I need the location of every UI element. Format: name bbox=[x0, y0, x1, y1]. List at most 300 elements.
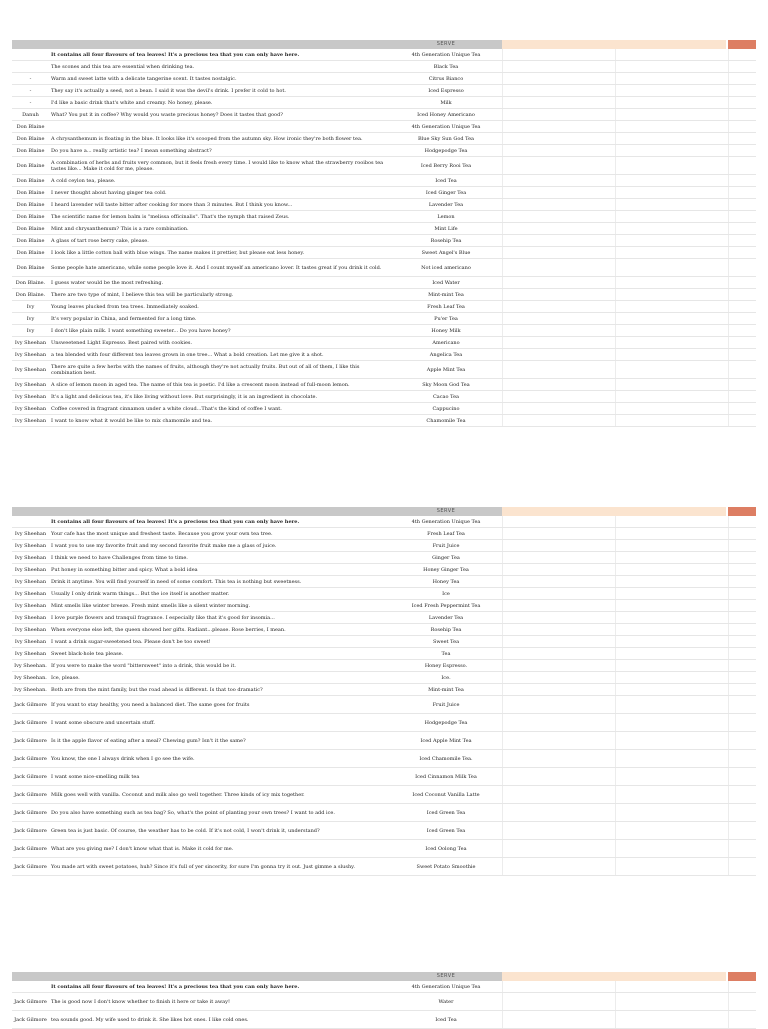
empty-cell bbox=[615, 145, 728, 156]
customer-quote: a tea blended with four different tea leaves grown in one tree... What a bold creation. Let me give it a shot. bbox=[51, 351, 324, 358]
table-row bbox=[12, 672, 756, 684]
drink-name: Honey Milk bbox=[431, 327, 461, 334]
customer-quote: I want a drink sugar-sweetened tea. Please don't be too sweet! bbox=[51, 638, 211, 645]
empty-cell bbox=[728, 660, 759, 671]
customer-name: Jack Gilmore bbox=[14, 737, 47, 744]
empty-cell bbox=[502, 121, 615, 132]
empty-cell bbox=[728, 121, 759, 132]
table-row bbox=[12, 624, 756, 636]
drink-name: Water bbox=[438, 998, 454, 1005]
empty-cell bbox=[615, 379, 728, 390]
table-row bbox=[12, 349, 756, 361]
empty-cell bbox=[615, 415, 728, 426]
empty-cell bbox=[728, 993, 759, 1010]
table-row bbox=[12, 235, 756, 247]
empty-cell bbox=[615, 516, 728, 527]
customer-quote: What? You put it in coffee? Why would you waste precious honey? Does it tastes that good? bbox=[51, 111, 283, 118]
empty-cell bbox=[502, 786, 615, 803]
empty-cell bbox=[615, 981, 728, 992]
drink-name: Blue Sky Sun God Tea bbox=[417, 135, 475, 142]
customer-quote: Ice, please. bbox=[51, 674, 80, 681]
table-row bbox=[12, 552, 756, 564]
empty-cell bbox=[615, 528, 728, 539]
empty-cell bbox=[502, 552, 615, 563]
customer-name: Ivy Sheehan. bbox=[14, 662, 47, 669]
empty-cell bbox=[728, 768, 759, 785]
customer-name: Ivy Sheehan bbox=[14, 381, 47, 388]
empty-cell bbox=[728, 600, 759, 611]
empty-cell bbox=[502, 588, 615, 599]
table-row bbox=[12, 49, 756, 61]
table-row bbox=[12, 786, 756, 804]
empty-cell bbox=[728, 223, 759, 234]
customer-name: Ivy Sheehan bbox=[14, 393, 47, 400]
drink-name: Cappucino bbox=[432, 405, 460, 412]
empty-cell bbox=[615, 73, 728, 84]
drink-name: Honey Espresso. bbox=[424, 662, 468, 669]
empty-cell bbox=[502, 97, 615, 108]
empty-cell bbox=[615, 588, 728, 599]
customer-quote: Some people hate americano, while some people love it. And I count myself an americano lover. It tastes great if you drink it cold. bbox=[51, 264, 382, 271]
empty-cell bbox=[615, 540, 728, 551]
customer-name: Jack Gilmore bbox=[14, 1016, 47, 1023]
drink-name: Apple Mint Tea bbox=[426, 366, 466, 373]
empty-cell bbox=[502, 325, 615, 336]
empty-cell bbox=[728, 528, 759, 539]
empty-cell bbox=[615, 49, 728, 60]
drink-name: Iced Coconut Vanilla Latte bbox=[412, 791, 480, 798]
customer-name: Ivy Sheehan bbox=[14, 638, 47, 645]
drink-name: 4th Generation Unique Tea bbox=[411, 51, 481, 58]
empty-cell bbox=[728, 672, 759, 683]
customer-name: Don Blaine bbox=[16, 264, 45, 271]
customer-quote: It's a light and delicious tea, it's like living without love. But surprisingly, it is an ingredient in chocolate. bbox=[51, 393, 318, 400]
table-row bbox=[12, 85, 756, 97]
customer-name: Don Blaine bbox=[16, 123, 45, 130]
drink-name: Sweet Angel's Blue bbox=[421, 249, 471, 256]
customer-name: Ivy Sheehan bbox=[14, 339, 47, 346]
table-row bbox=[12, 109, 756, 121]
empty-cell bbox=[728, 379, 759, 390]
customer-quote: Milk goes well with vanilla. Coconut and milk also go well together. Three kinds of icy mix together. bbox=[51, 791, 305, 798]
drink-name: Black Tea bbox=[433, 63, 459, 70]
customer-quote: You made art with sweet potatoes, huh? Since it's full of yer sincerity, for sure I'm gonna try it out. Just gimme a slushy. bbox=[51, 863, 355, 870]
customer-name: Don Blaine bbox=[16, 225, 45, 232]
empty-cell bbox=[502, 1011, 615, 1028]
table-row bbox=[12, 564, 756, 576]
empty-cell bbox=[502, 301, 615, 312]
empty-cell bbox=[728, 732, 759, 749]
sheet-page bbox=[12, 40, 756, 427]
table-row bbox=[12, 391, 756, 403]
customer-name: Ivy Sheehan bbox=[14, 590, 47, 597]
table-row bbox=[12, 612, 756, 624]
customer-quote: Unsweetened Light Espresso. Best paired with cookies. bbox=[51, 339, 193, 346]
table-row bbox=[12, 337, 756, 349]
empty-cell bbox=[728, 391, 759, 402]
empty-cell bbox=[502, 516, 615, 527]
empty-cell bbox=[502, 612, 615, 623]
serve-column-header: SERVE bbox=[436, 41, 456, 47]
empty-cell bbox=[502, 313, 615, 324]
customer-name: Don Blaine bbox=[16, 201, 45, 208]
empty-cell bbox=[502, 624, 615, 635]
customer-name: Ivy Sheehan bbox=[14, 366, 47, 373]
table-row bbox=[12, 684, 756, 696]
empty-cell bbox=[502, 732, 615, 749]
empty-cell bbox=[615, 187, 728, 198]
empty-cell bbox=[502, 981, 615, 992]
empty-cell bbox=[728, 109, 759, 120]
customer-name: Jack Gilmore bbox=[14, 719, 47, 726]
customer-name: Don Blaine bbox=[16, 177, 45, 184]
empty-cell bbox=[615, 552, 728, 563]
table-row bbox=[12, 277, 756, 289]
table-row bbox=[12, 415, 756, 427]
customer-name: Ivy Sheehan bbox=[14, 578, 47, 585]
empty-cell bbox=[502, 403, 615, 414]
customer-name: Ivy Sheehan bbox=[14, 405, 47, 412]
empty-cell bbox=[728, 403, 759, 414]
empty-cell bbox=[615, 564, 728, 575]
empty-cell bbox=[502, 337, 615, 348]
table-row bbox=[12, 528, 756, 540]
customer-quote: Warm and sweet latte with a delicate tangerine scent. It tastes nostalgic. bbox=[51, 75, 237, 82]
drink-name: Honey Tea bbox=[432, 578, 460, 585]
header-coral-band bbox=[728, 507, 756, 516]
customer-name: Ivy Sheehan bbox=[14, 417, 47, 424]
empty-cell bbox=[615, 822, 728, 839]
table-row bbox=[12, 540, 756, 552]
empty-cell bbox=[615, 247, 728, 258]
empty-cell bbox=[615, 259, 728, 276]
customer-name: Jack Gilmore bbox=[14, 845, 47, 852]
customer-name: Ivy bbox=[26, 327, 35, 334]
drink-name: Mint-mint Tea bbox=[428, 686, 464, 693]
customer-quote: A chrysanthemum is floating in the blue. It looks like it's scooped from the autumn sky. How ironic they're both flower tea. bbox=[51, 135, 363, 142]
drink-name: Ice. bbox=[441, 674, 451, 681]
table-row bbox=[12, 840, 756, 858]
empty-cell bbox=[615, 403, 728, 414]
drink-name: Iced Berry Rooi Tea bbox=[420, 162, 472, 169]
table-row bbox=[12, 981, 756, 993]
empty-cell bbox=[502, 714, 615, 731]
customer-quote: Put honey in something bitter and spicy. What a bold idea bbox=[51, 566, 198, 573]
customer-name: Ivy Sheehan. bbox=[14, 674, 47, 681]
empty-cell bbox=[615, 391, 728, 402]
customer-name: Don Blaine. bbox=[15, 279, 46, 286]
drink-name: Angelica Tea bbox=[429, 351, 463, 358]
customer-name: Ivy bbox=[26, 303, 35, 310]
table-row bbox=[12, 187, 756, 199]
empty-cell bbox=[615, 289, 728, 300]
empty-cell bbox=[502, 858, 615, 875]
empty-cell bbox=[502, 564, 615, 575]
empty-cell bbox=[615, 600, 728, 611]
table-row bbox=[12, 660, 756, 672]
customer-name: Danuh bbox=[22, 111, 39, 118]
table-row bbox=[12, 97, 756, 109]
customer-name: Don Blaine bbox=[16, 213, 45, 220]
empty-cell bbox=[615, 840, 728, 857]
drink-name: Chamomile Tea bbox=[426, 417, 466, 424]
drink-name: Iced Honey Americano bbox=[417, 111, 475, 118]
empty-cell bbox=[728, 981, 759, 992]
drink-name: Fruit Juice bbox=[432, 701, 460, 708]
empty-cell bbox=[502, 600, 615, 611]
drink-name: Mint-mint Tea bbox=[428, 291, 464, 298]
drink-name: Sweet Tea bbox=[432, 638, 460, 645]
header-bar bbox=[12, 40, 756, 49]
drink-name: Iced Ginger Tea bbox=[425, 189, 467, 196]
drink-name: Sky Moon God Tea bbox=[422, 381, 470, 388]
customer-quote: Is it the apple flavor of eating after a meal? Chewing gum? Isn't it the same? bbox=[51, 737, 246, 744]
customer-quote: If you were to make the word "bittersweet" into a drink, this would be it. bbox=[51, 662, 236, 669]
drink-name: 4th Generation Unique Tea bbox=[411, 983, 481, 990]
customer-name: Jack Gilmore bbox=[14, 755, 47, 762]
customer-quote: It contains all four flavours of tea leaves! It's a precious tea that you can only have here. bbox=[51, 51, 300, 58]
drink-name: Not iced americano bbox=[421, 264, 471, 271]
empty-cell bbox=[502, 379, 615, 390]
drink-name: Cacao Tea bbox=[432, 393, 460, 400]
customer-quote: A cold ceylon tea, please. bbox=[51, 177, 116, 184]
customer-name: Ivy Sheehan bbox=[14, 554, 47, 561]
empty-cell bbox=[728, 624, 759, 635]
customer-name: Jack Gilmore bbox=[14, 773, 47, 780]
table-row bbox=[12, 175, 756, 187]
empty-cell bbox=[615, 714, 728, 731]
table-row bbox=[12, 993, 756, 1011]
customer-name: Ivy Sheehan bbox=[14, 626, 47, 633]
empty-cell bbox=[615, 235, 728, 246]
header-peach-band bbox=[502, 40, 726, 49]
customer-name: Don Blaine bbox=[16, 135, 45, 142]
customer-name: Don Blaine bbox=[16, 147, 45, 154]
empty-cell bbox=[615, 61, 728, 72]
table-row bbox=[12, 516, 756, 528]
drink-name: Lemon bbox=[437, 213, 455, 220]
empty-cell bbox=[615, 993, 728, 1010]
customer-quote: If you want to stay healthy, you need a balanced diet. The same goes for fruits bbox=[51, 701, 250, 708]
customer-name: Jack Gilmore bbox=[14, 998, 47, 1005]
empty-cell bbox=[615, 672, 728, 683]
customer-quote: I think we need to have Challenges from time to time. bbox=[51, 554, 188, 561]
customer-quote: A glass of tart rose berry cake, please. bbox=[51, 237, 149, 244]
customer-quote: Green tea is just basic. Of course, the weather has to be cold. If it's not cold, I won't drink it, understand? bbox=[51, 827, 320, 834]
customer-quote: I want to know what it would be like to mix chamomile and tea. bbox=[51, 417, 213, 424]
empty-cell bbox=[728, 804, 759, 821]
empty-cell bbox=[615, 732, 728, 749]
empty-cell bbox=[502, 540, 615, 551]
drink-name: Honey Ginger Tea bbox=[423, 566, 469, 573]
drink-name: Iced Cinnamon Milk Tea bbox=[415, 773, 477, 780]
customer-name: Ivy Sheehan bbox=[14, 542, 47, 549]
customer-name: Don Blaine bbox=[16, 237, 45, 244]
drink-name: Fresh Leaf Tea bbox=[427, 303, 465, 310]
customer-quote: I look like a little cotton ball with blue wings. The name makes it prettier, but please eat less honey. bbox=[51, 249, 305, 256]
empty-cell bbox=[502, 528, 615, 539]
customer-quote: Mint smells like winter breeze. Fresh mint smells like a silent winter morning. bbox=[51, 602, 251, 609]
customer-quote: I heard lavender will taste bitter after cooking for more than 3 minutes. But I think you know... bbox=[51, 201, 293, 208]
empty-cell bbox=[502, 636, 615, 647]
drink-name: Ginger Tea bbox=[432, 554, 460, 561]
customer-name: Jack Gilmore bbox=[14, 827, 47, 834]
empty-cell bbox=[615, 768, 728, 785]
empty-cell bbox=[728, 157, 759, 174]
customer-quote: It contains all four flavours of tea leaves! It's a precious tea that you can only have here. bbox=[51, 983, 300, 990]
empty-cell bbox=[728, 750, 759, 767]
empty-cell bbox=[728, 858, 759, 875]
empty-cell bbox=[728, 145, 759, 156]
drink-name: Iced Apple Mint Tea bbox=[420, 737, 472, 744]
empty-cell bbox=[615, 325, 728, 336]
empty-cell bbox=[502, 73, 615, 84]
customer-quote: I want you to use my favorite fruit and my second favorite fruit make me a glass of juice. bbox=[51, 542, 277, 549]
customer-quote: There are quite a few herbs with the names of fruits, although they're not actually fruits. But out of all of them, I like this combination best. bbox=[51, 363, 360, 376]
empty-cell bbox=[615, 696, 728, 713]
empty-cell bbox=[728, 85, 759, 96]
table-row bbox=[12, 61, 756, 73]
drink-name: 4th Generation Unique Tea bbox=[411, 518, 481, 525]
drink-name: Rosehip Tea bbox=[430, 237, 462, 244]
sheet-page bbox=[12, 972, 756, 1029]
customer-quote: You know, the one I always drink when I go see the wife. bbox=[51, 755, 195, 762]
empty-cell bbox=[502, 223, 615, 234]
customer-quote: Do you have a... really artistic tea? I mean something abstract? bbox=[51, 147, 212, 154]
empty-cell bbox=[728, 325, 759, 336]
empty-cell bbox=[728, 540, 759, 551]
empty-cell bbox=[502, 672, 615, 683]
empty-cell bbox=[615, 175, 728, 186]
empty-cell bbox=[728, 49, 759, 60]
drink-name: Iced Green Tea bbox=[426, 827, 466, 834]
empty-cell bbox=[502, 85, 615, 96]
drink-name: Rosehip Tea bbox=[430, 626, 462, 633]
table-row bbox=[12, 379, 756, 391]
empty-cell bbox=[502, 247, 615, 258]
empty-cell bbox=[502, 235, 615, 246]
table-row bbox=[12, 223, 756, 235]
empty-cell bbox=[502, 804, 615, 821]
table-row bbox=[12, 157, 756, 175]
empty-cell bbox=[502, 157, 615, 174]
empty-cell bbox=[615, 648, 728, 659]
empty-cell bbox=[728, 516, 759, 527]
empty-cell bbox=[502, 199, 615, 210]
table-row bbox=[12, 73, 756, 85]
customer-name: Don Blaine bbox=[16, 189, 45, 196]
empty-cell bbox=[728, 277, 759, 288]
header-bar bbox=[12, 507, 756, 516]
customer-quote: It contains all four flavours of tea leaves! It's a precious tea that you can only have here. bbox=[51, 518, 300, 525]
empty-cell bbox=[615, 211, 728, 222]
customer-quote: The scientific name for lemon balm is "melissa officinalis". That's the nymph that raised Zeus. bbox=[51, 213, 290, 220]
customer-quote: Mint and chrysanthemum? This is a rare combination. bbox=[51, 225, 189, 232]
drink-name: Iced Tea bbox=[435, 1016, 457, 1023]
empty-cell bbox=[615, 750, 728, 767]
table-row bbox=[12, 1011, 756, 1029]
customer-quote: They say it's actually a seed, not a bean. I said it was the devil's drink. I prefer it cold to hot. bbox=[51, 87, 286, 94]
empty-cell bbox=[502, 415, 615, 426]
empty-cell bbox=[615, 684, 728, 695]
empty-cell bbox=[728, 133, 759, 144]
empty-cell bbox=[615, 349, 728, 360]
empty-cell bbox=[502, 49, 615, 60]
empty-cell bbox=[502, 684, 615, 695]
table-row bbox=[12, 361, 756, 379]
empty-cell bbox=[615, 277, 728, 288]
empty-cell bbox=[502, 750, 615, 767]
drink-name: Iced Tea bbox=[435, 177, 457, 184]
header-peach-band bbox=[502, 507, 726, 516]
empty-cell bbox=[728, 588, 759, 599]
table-row bbox=[12, 325, 756, 337]
empty-cell bbox=[728, 337, 759, 348]
table-row bbox=[12, 714, 756, 732]
drink-name: Fruit Juice bbox=[432, 542, 460, 549]
customer-quote: I guess water would be the most refreshing. bbox=[51, 279, 164, 286]
table-row bbox=[12, 576, 756, 588]
empty-cell bbox=[502, 133, 615, 144]
empty-cell bbox=[728, 696, 759, 713]
empty-cell bbox=[502, 145, 615, 156]
drink-name: Ice bbox=[442, 590, 450, 597]
empty-cell bbox=[728, 349, 759, 360]
customer-quote: When everyone else left, the queen showed her gifts. Radiant...please. Rose berries, I mean. bbox=[51, 626, 286, 633]
empty-cell bbox=[615, 612, 728, 623]
customer-quote: Young leaves plucked from tea trees. Immediately soaked. bbox=[51, 303, 199, 310]
table-row bbox=[12, 301, 756, 313]
drink-name: Hodgepodge Tea bbox=[424, 719, 468, 726]
empty-cell bbox=[728, 822, 759, 839]
empty-cell bbox=[502, 277, 615, 288]
table-row bbox=[12, 313, 756, 325]
empty-cell bbox=[728, 313, 759, 324]
customer-name: Ivy bbox=[26, 315, 35, 322]
customer-name: Ivy Sheehan bbox=[14, 530, 47, 537]
empty-cell bbox=[502, 175, 615, 186]
empty-cell bbox=[615, 199, 728, 210]
customer-quote: I love purple flowers and tranquil fragrance. I especially like that it's good for insomia... bbox=[51, 614, 275, 621]
drink-name: Iced Water bbox=[432, 279, 460, 286]
table-row bbox=[12, 133, 756, 145]
customer-quote: What are you giving me? I don't know what that is. Make it cold for me. bbox=[51, 845, 234, 852]
customer-quote: I want some obscure and uncertain stuff. bbox=[51, 719, 155, 726]
table-row bbox=[12, 289, 756, 301]
drink-name: Iced Green Tea bbox=[426, 809, 466, 816]
table-row bbox=[12, 804, 756, 822]
customer-quote: I'd like a basic drink that's white and creamy. No honey, please. bbox=[51, 99, 213, 106]
empty-cell bbox=[502, 576, 615, 587]
table-row bbox=[12, 121, 756, 133]
table-row bbox=[12, 211, 756, 223]
empty-cell bbox=[615, 109, 728, 120]
empty-cell bbox=[615, 786, 728, 803]
empty-cell bbox=[728, 636, 759, 647]
drink-name: Milk bbox=[440, 99, 452, 106]
empty-cell bbox=[502, 349, 615, 360]
empty-cell bbox=[502, 259, 615, 276]
drink-name: Hodgepodge Tea bbox=[424, 147, 468, 154]
empty-cell bbox=[728, 552, 759, 563]
drink-name: Americano bbox=[432, 339, 460, 346]
customer-quote: Drink it anytime. You will find yourself in need of some comfort. This tea is nothing but sweetness. bbox=[51, 578, 302, 585]
drink-name: Pu'er Tea bbox=[434, 315, 458, 322]
empty-cell bbox=[728, 786, 759, 803]
empty-cell bbox=[615, 133, 728, 144]
sheet-page bbox=[12, 507, 756, 876]
table-row bbox=[12, 858, 756, 876]
